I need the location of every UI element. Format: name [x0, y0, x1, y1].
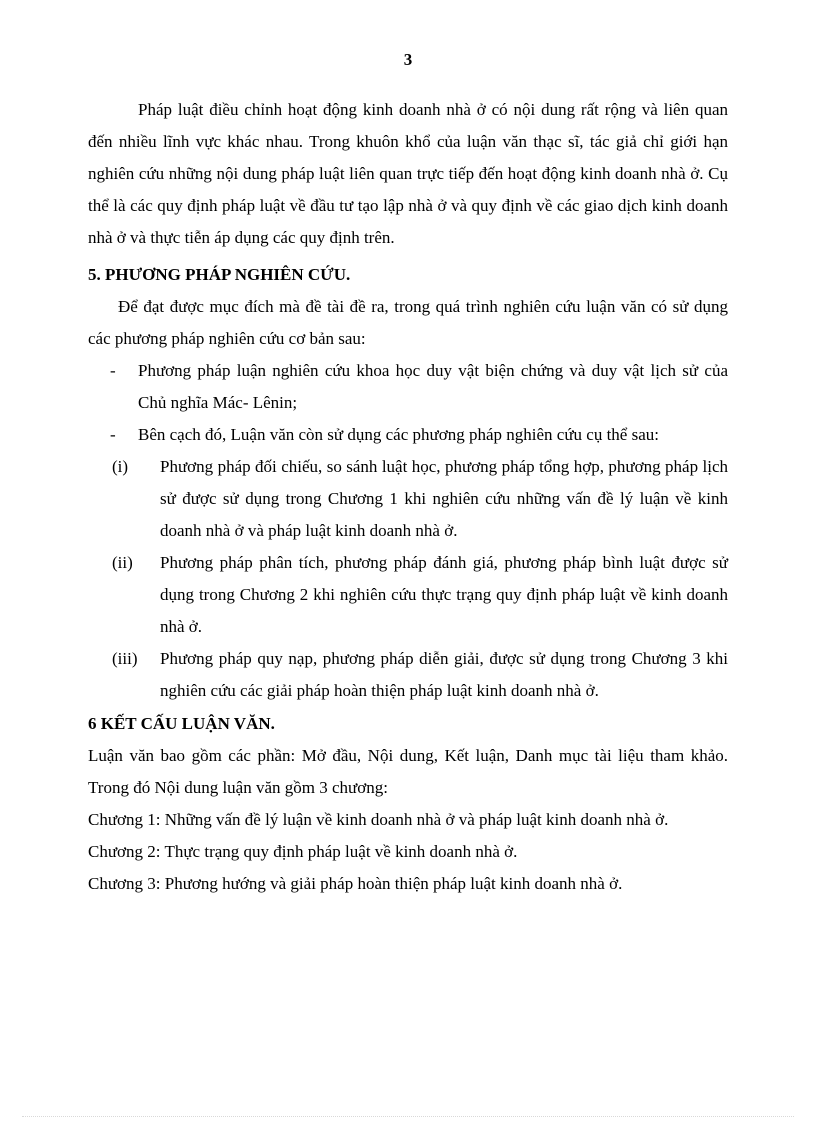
specific-method-text: Phương pháp đối chiếu, so sánh luật học, phương pháp tổng hợp, phương pháp lịch sử được sử dụng trong Chương 1 khi nghiên cứu những vấn đề lý luận về kinh doanh nhà ở và pháp luật kinh doanh nhà ở. [160, 457, 728, 540]
specific-method-item [88, 643, 728, 707]
method-list-item [88, 419, 728, 451]
roman-numeral-marker: (ii) [112, 553, 133, 572]
section-6-lead: Luận văn bao gồm các phần: Mở đầu, Nội dung, Kết luận, Danh mục tài liệu tham khảo. Trong đó Nội dung luận văn gồm 3 chương: [88, 746, 728, 797]
list-dash-marker: - [110, 425, 116, 444]
intro-paragraph: Pháp luật điều chỉnh hoạt động kinh doanh nhà ở có nội dung rất rộng và liên quan đến nhiều lĩnh vực khác nhau. Trong khuôn khổ của luận văn thạc sĩ, tác giả chỉ giới hạn nghiên cứu những nội dung pháp luật liên quan trực tiếp đến hoạt động kinh doanh nhà ở. Cụ thể là các quy định pháp luật về đầu tư tạo lập nhà ở và quy định về các giao dịch kinh doanh nhà ở và thực tiễn áp dụng các quy định trên. [88, 100, 728, 247]
chapter-3-line: Chương 3: Phương hướng và giải pháp hoàn thiện pháp luật kinh doanh nhà ở. [88, 874, 623, 893]
specific-method-text: Phương pháp phân tích, phương pháp đánh giá, phương pháp bình luật được sử dụng trong Chương 2 khi nghiên cứu thực trạng quy định pháp luật về kinh doanh nhà ở. [160, 553, 728, 636]
roman-numeral-marker: (i) [112, 457, 129, 476]
document-body [88, 94, 728, 900]
specific-method-item [88, 451, 728, 547]
specific-method-text: Phương pháp quy nạp, phương pháp diễn giải, được sử dụng trong Chương 3 khi nghiên cứu các giải pháp hoàn thiện pháp luật kinh doanh nhà ở. [160, 649, 728, 700]
section-6-heading: 6 KẾT CẤU LUẬN VĂN. [88, 714, 275, 733]
roman-numeral-marker: (iii) [112, 649, 138, 668]
page-bottom-divider [22, 1116, 794, 1117]
page-number: 3 [403, 50, 413, 69]
list-dash-marker: - [110, 361, 116, 380]
chapter-2-line: Chương 2: Thực trạng quy định pháp luật về kinh doanh nhà ở. [88, 842, 518, 861]
method-list-item [88, 355, 728, 419]
specific-method-item [88, 547, 728, 643]
list-item-text: Bên cạch đó, Luận văn còn sử dụng các phương pháp nghiên cứu cụ thể sau: [138, 425, 659, 444]
chapter-1-line: Chương 1: Những vấn đề lý luận về kinh doanh nhà ở và pháp luật kinh doanh nhà ở. [88, 810, 669, 829]
section-5-lead: Để đạt được mục đích mà đề tài đề ra, trong quá trình nghiên cứu luận văn có sử dụng các phương pháp nghiên cứu cơ bản sau: [88, 297, 728, 348]
list-item-text: Phương pháp luận nghiên cứu khoa học duy vật biện chứng và duy vật lịch sử của Chủ nghĩa Mác- Lênin; [138, 361, 728, 412]
section-5-heading: 5. PHƯƠNG PHÁP NGHIÊN CỨU. [88, 265, 351, 284]
